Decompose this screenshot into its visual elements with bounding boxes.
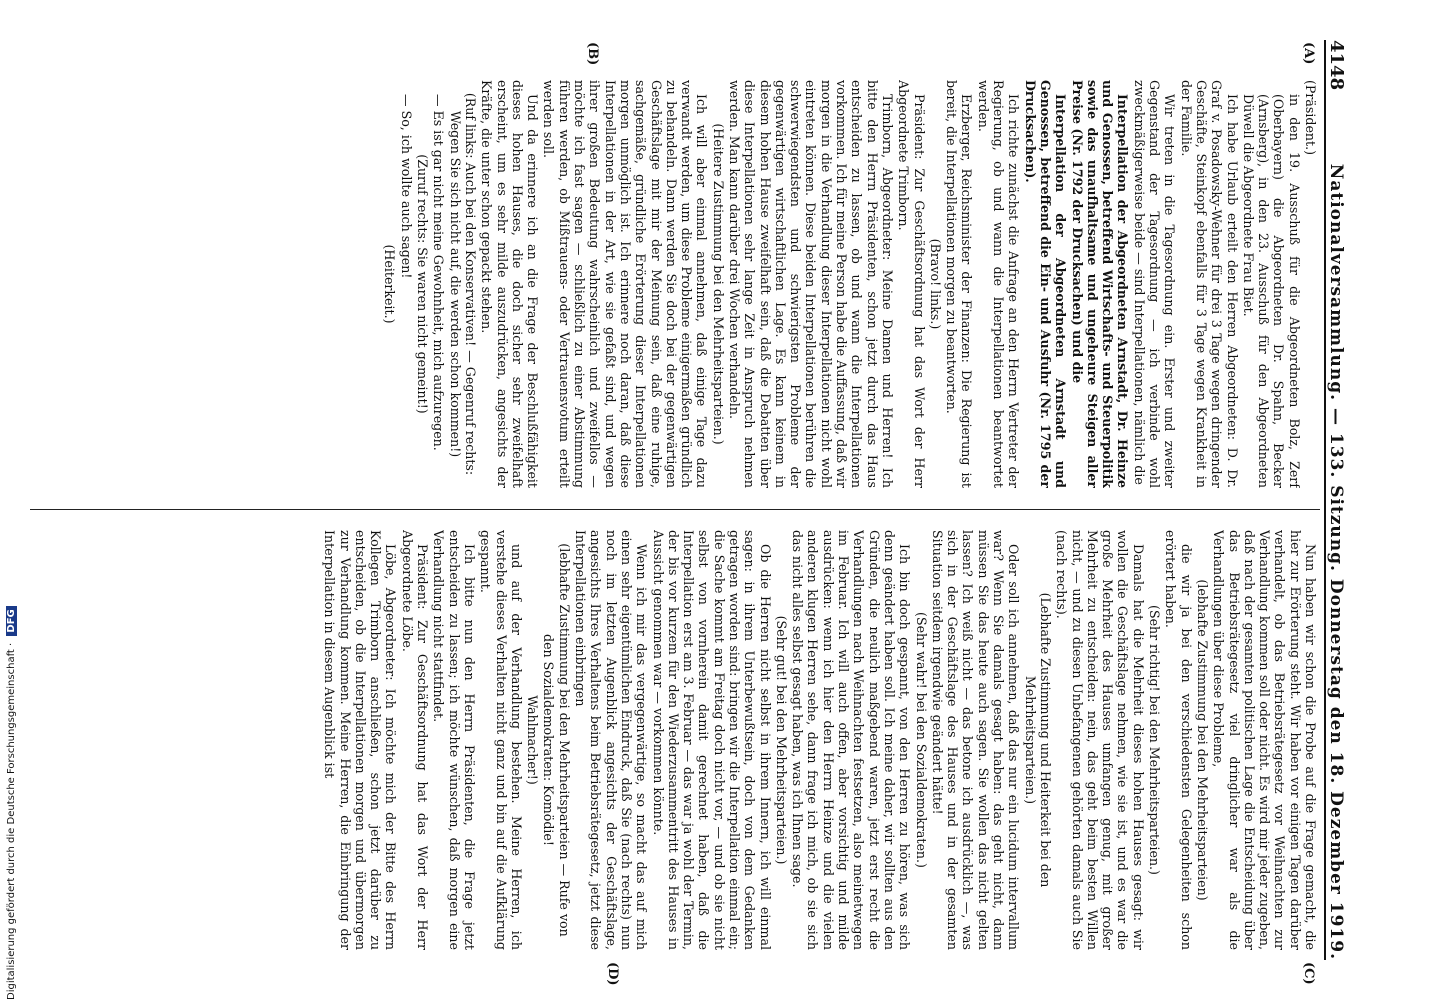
paragraph: (Heitere Zustimmung bei den Mehrheitsparteien.) <box>710 123 726 445</box>
page-header <box>1324 40 1358 960</box>
margin-marker-c: (C) <box>1301 962 1316 985</box>
paragraph: und auf der Verhandlung bestehen. Meine Herren, ich verstehe dieses Verhalten nicht ganz und bin auf die Aufklärung gespannt. <box>478 530 524 950</box>
paragraph: (Sehr gut! bei den Mehrheitsparteien.) <box>773 615 789 865</box>
paragraph: Ich habe Urlaub erteilt den Herren Abgeordneten: D. Dr. Graf v. Posadowsky-Wehner für drei 3 Tage wegen dringender Geschäfte, Steinkopf ebenfalls für 3 Tage wegen Krankheit in der Familie. <box>1178 80 1240 488</box>
paragraph: — So, ich wollte auch sagen! <box>398 94 414 279</box>
margin-marker-d: (D) <box>605 962 620 986</box>
paragraph: (Sehr richtig! bei den Mehrheitsparteien.) <box>1147 605 1163 875</box>
paragraph: Präsident: Zur Geschäftsordnung hat das Wort der Herr Abgeordnete Löbe. <box>399 530 431 950</box>
paragraph: Wenn ich mir das vergegenwärtige, so macht das auf mich einen sehr eigentümlichen Eindruck, daß Sie (nach rechts) nun noch im letzten Augenblick angesichts der Geschäftslage, angesichts Ihres Verhaltens beim Betriebsrätegesetz, jetzt diese Interpellationen einbringen <box>573 530 650 950</box>
paragraph: Erzberger, Reichsminister der Finanzen: Die Regierung ist bereit, die Interpellationen morgen zu beantworten. <box>944 80 975 488</box>
paragraph: (lebhafte Zustimmung bei den Mehrheitsparteien) <box>1194 579 1210 901</box>
paragraph: Oder soll ich annehmen, daß das nur ein lucidum intervallum war? Wenn Sie damals gesagt haben: das geht nicht, dann müssen Sie das heute auch sagen. Sie wollen das nicht gelten lassen? Ich weiß nicht — das betone ich ausdrücklich —, was sich in der Geschäftslage des Hauses und in der gesamten Situation seitdem irgendwie geändert hätte! <box>929 530 1022 950</box>
margin-marker-a: (A) <box>1301 42 1316 65</box>
paragraph: (Zuruf rechts: Sie waren nicht gemeint!) <box>415 154 431 414</box>
paragraph: (lebhafte Zustimmung bei den Mehrheitsparteien — Rufe von den Sozialdemokraten: Komödie! <box>541 543 572 937</box>
left-column <box>30 80 1318 488</box>
paragraph: in den 19. Ausschuß für die Abgeordneten Bolz, Zerf (Oberbayern) die Abgeordneten Dr. Spahn, Becker (Arnsberg), in den 23. Ausschuß für den Abgeordneten Düwell die Abgeordnete Frau Biet. <box>1240 94 1302 488</box>
page-title: Nationalversammlung. — 133. Sitzung. Donnerstag den 18. Dezember 1919. <box>1326 163 1346 960</box>
paragraph: Ich will aber einmal annehmen, daß einige Tage dazu verwandt werden, um diese Probleme einigermaßen gründlich zu behandeln. Dann werden Sie doch bei der gegenwärtigen Geschäftslage mit mir der Meinung sein, daß eine ruhige, sachgemäße, gründliche Erörterung dieser Interpellationen morgen unmöglich ist. Ich erinnere noch daran, daß diese Interpellationen in der Art, wie sie gefaßt sind, und wegen ihrer großen Bedeutung wahrscheinlich und zweifellos — möchte ich fast sagen — schließlich zu einer Abstimmung führen werden, ob Mißtrauens- oder Vertrauensvotum erteilt werden soll. <box>541 80 710 488</box>
paragraph: (Bravo! links.) <box>927 238 943 330</box>
paragraph: Nun haben wir schon die Probe auf die Frage gemacht, die hier zur Erörterung steht. Wir haben vor einigen Tagen darüber verhandelt, ob das Betriebsrätegesetz vor Weihnachten zur Verhandlung kommen soll oder nicht. Es wird mir jeder zugeben, daß nach der gesamten politischen Lage die Entscheidung über das Betriebsrätegesetz viel dringlicher war als die Verhandlungen über diese Probleme, <box>1211 530 1318 950</box>
paragraph: Präsident: Zur Geschäftsordnung hat das Wort der Herr Abgeordnete Trimborn. <box>896 80 927 488</box>
paragraph: (Sehr wahr! bei den Sozialdemokraten.) <box>913 612 929 868</box>
paragraph: Und da erinnere ich an die Frage der Beschlußfähigkeit dieses hohen Hauses, die doch sicher sehr zweifelhaft erscheint, um es sehr milde auszudrücken, angesichts der Kräfte, die unter schon gepackt stehen. <box>479 80 541 488</box>
funding-note: Digitalisierung gefördert durch die Deutsche Forschungsgemeinschaft · <box>6 642 17 1000</box>
paragraph: die wir ja bei den verschiedensten Gelegenheiten schon erörtert haben. <box>1163 530 1194 950</box>
right-column <box>30 530 1318 950</box>
paragraph: Ich bin doch gespannt, von den Herren zu hören, was sich denn geändert haben soll. Ich meine daher, wir sollten aus den Gründen, die neulich maßgebend waren, jetzt erst recht die Verhandlungen nach Weihnachten festsetzen, also meinetwegen im Februar. Ich will auch offen, aber vorsichtig und milde ausdrücken: wenn ich hier den Herrn Heinze und die vielen anderen klugen Herren sehe, dann frage ich mich, ob sie sich das nicht alles selbst gesagt haben, was ich Ihnen sage. <box>790 530 913 950</box>
digitization-note <box>6 0 17 1000</box>
paragraph: (Heiterkeit.) <box>382 244 398 324</box>
margin-marker-b: (B) <box>585 42 600 66</box>
paragraph: Damals hat die Mehrheit dieses hohen Hauses gesagt: wir wollen die Geschäftslage nehmen, wie sie ist, und es war die große Mehrheit des Hauses umfangen genug, mit großer Mehrheit zu entscheiden: nein, das geht beim besten Willen nicht, — und zu diesen Unbefangenen gehörten damals auch Sie (nach rechts). <box>1054 530 1146 950</box>
dfg-logo: DFG <box>6 606 17 635</box>
paragraph: (Ruf links: Auch bei den Konservativen! — Gegenruf rechts: Wegen Sie sich nicht auf, die werden schon kommen!) <box>447 92 478 476</box>
paragraph: Interpellation der Abgeordneten Arnstadt und Genossen, betreffend die Ein- und Ausfuhr (Nr. 1795 der Drucksachen). <box>1022 80 1069 488</box>
paragraph: (Präsident.) <box>1303 80 1318 156</box>
paragraph: — Es ist gar nicht meine Gewohnheit, mich aufzuregen. <box>431 94 447 451</box>
page-number: 4148 <box>1326 40 1347 91</box>
paragraph: Ich richte zunächst die Anfrage an den Herrn Vertreter der Regierung, ob und wann die Interpellationen beantwortet werden. <box>975 80 1022 488</box>
paragraph: Wir treten in die Tagesordnung ein. Erster und zweiter Gegenstand der Tagesordnung — ich verbinde wohl zweckmäßigerweise beide — sind Interpellationen, nämlich die <box>1131 80 1178 488</box>
column-divider <box>30 509 1320 510</box>
paragraph: Ob die Herren nicht selbst in ihrem Innern, ich will einmal sagen: in ihrem Unterbewußtsein, doch von dem Gedanken getragen worden sind: bringen wir die Interpellation einmal ein; die Sache kommt am Freitag doch nicht vor, — und ob sie nicht selbst von vornherein damit gerechnet haben, daß die Interpellation erst am 3. Februar — das war ja wohl der Termin, der bis vor kurzem für den Wiederzusammentritt des Hauses in Aussicht genommen war — vorkommen könnte. <box>650 530 773 950</box>
paragraph: (Lebhafte Zustimmung und Heiterkeit bei den Mehrheitsparteien.) <box>1022 592 1053 888</box>
paragraph: Löbe, Abgeordneter: Ich möchte mich der Bitte des Herrn Kollegen Trimborn anschließen, schon jetzt darüber zu entscheiden, ob die Interpellationen morgen und übermorgen zur Verhandlung kommen. Meine Herren, die Einbringung der Interpellation in diesem Augenblick ist <box>322 530 399 950</box>
paragraph: Trimborn, Abgeordneter: Meine Damen und Herren! Ich bitte den Herrn Präsidenten, schon jetzt durch das Haus entscheiden zu lassen, ob und wann die Interpellationen vorkommen. Ich für meine Person habe die Auffassung, daß wir morgen in die Verhandlung dieser Interpellationen nicht wohl eintreten können. Diese beiden Interpellationen berühren die schwerwiegendsten und schwierigsten Probleme der gegenwärtigen wirtschaftlichen Lage. Es kann keinem in diesem hohen Hause zweifelhaft sein, daß die Debatten über diese Interpellationen sehr lange Zeit in Anspruch nehmen werden. Man kann darüber drei Wochen verhandeln. <box>727 80 895 488</box>
paragraph: Wahlmacher!) <box>525 695 541 785</box>
paragraph: Ich bitte nun den Herrn Präsidenten, die Frage jetzt entscheiden zu lassen; ich möchte wünschen, daß morgen eine Verhandlung nicht stattfindet. <box>431 530 477 950</box>
paragraph: Interpellation der Abgeordneten Arnstadt, Dr. Heinze und Genossen, betreffend Wirtschafts- und Steuerpolitik sowie das unaufhaltsame und ungeheure Steigen aller Preise (Nr. 1792 der Drucksachen) und die <box>1069 80 1131 488</box>
